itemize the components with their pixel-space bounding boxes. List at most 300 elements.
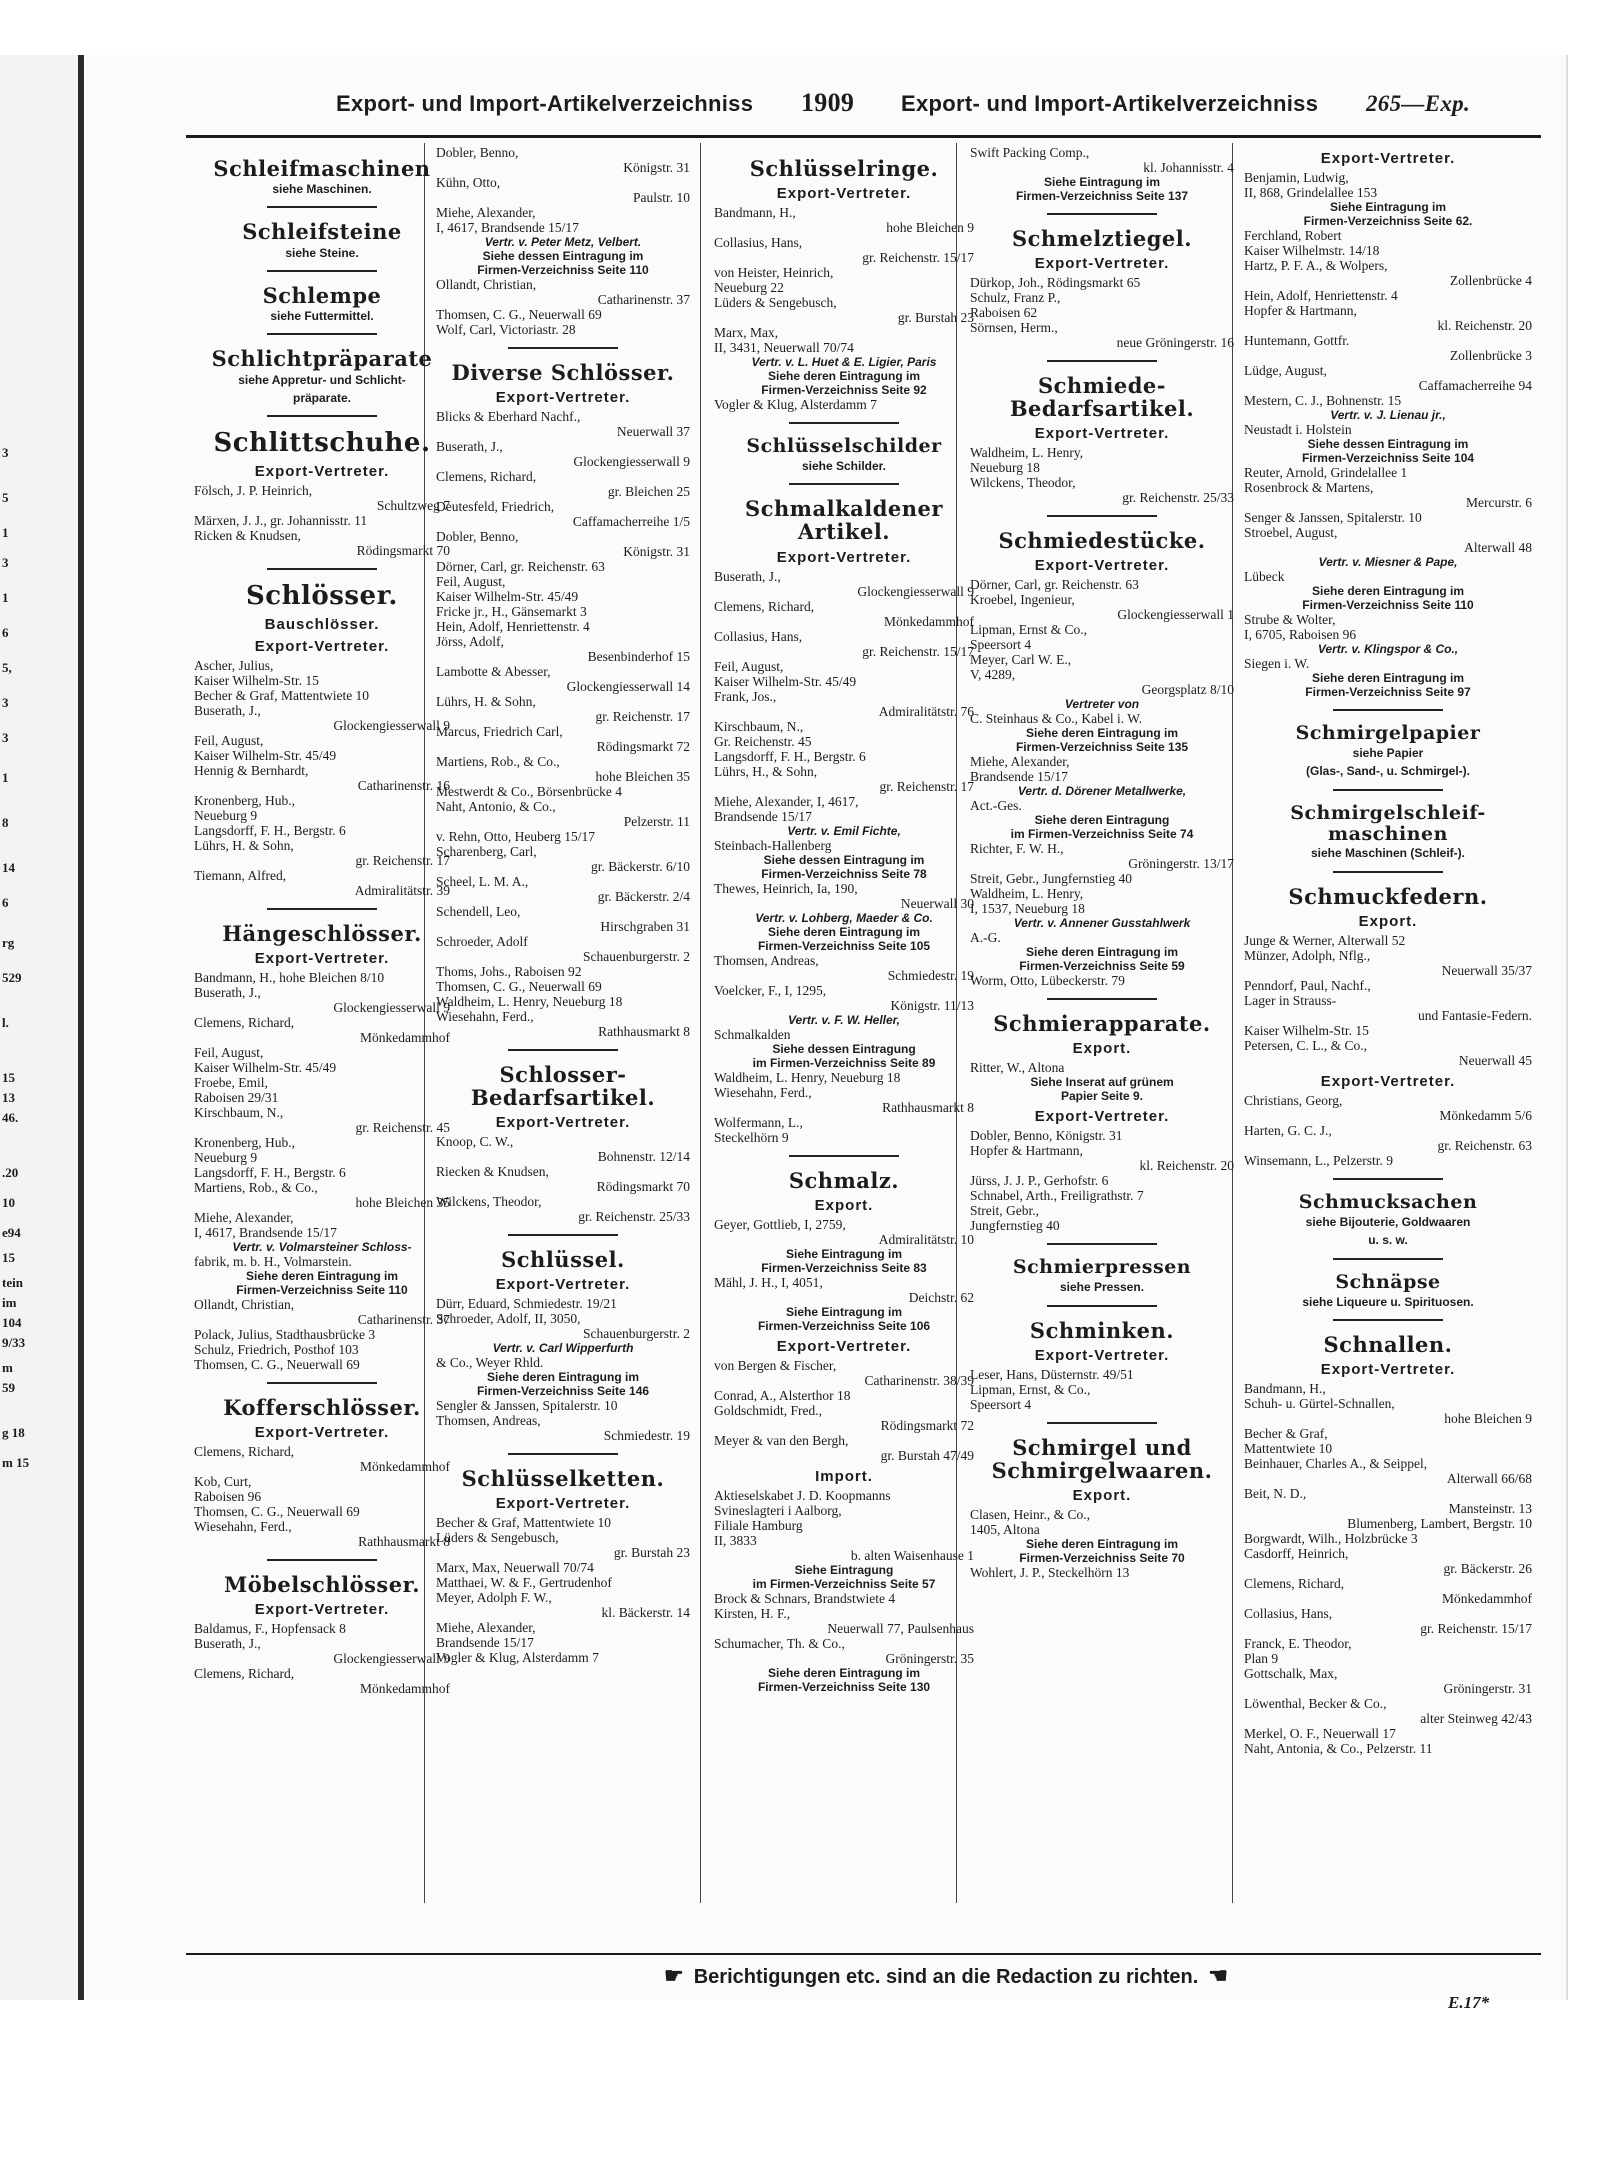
directory-entry: Filiale Hamburg [714, 1517, 803, 1533]
entry-note: Siehe Eintragung im [785, 1246, 902, 1261]
directory-entry: Collasius, Hans, [714, 235, 803, 251]
directory-entry: Matthaei, W. & F., Gertrudenhof [436, 1575, 612, 1591]
entry-note: Vertr. v. J. Lienau jr., [1330, 408, 1446, 422]
directory-entry: Raboisen 62 [970, 305, 1038, 321]
directory-entry: Lüdge, August, [1244, 363, 1327, 378]
cross-reference: u. s. w. [1368, 1233, 1408, 1248]
directory-entry: Blicks & Eberhard Nachf., [436, 409, 581, 425]
directory-entry: Schmalkalden [714, 1026, 791, 1042]
category-section [194, 568, 450, 898]
directory-entry: gr. Burstah 47/49 [880, 1447, 974, 1463]
category-heading: Schlempe [262, 282, 382, 308]
entry-note: Siehe deren Eintragung [1034, 813, 1170, 828]
directory-entry: I, 4617, Brandsende 15/17 [194, 1224, 337, 1240]
category-heading: Schlüsselschilder [746, 435, 942, 458]
category-section [970, 360, 1234, 505]
category-section [1244, 1258, 1532, 1309]
entry-note: Firmen-Verzeichniss Seite 146 [476, 1384, 650, 1399]
directory-entry: II, 3833 [714, 1532, 757, 1548]
directory-entry: Schultzweg 7 [376, 497, 450, 513]
directory-entry: Wohlert, J. P., Steckelhörn 13 [970, 1565, 1130, 1581]
directory-entry: Vogler & Klug, Alsterdamm 7 [714, 397, 877, 413]
directory-entry: Lührs, H. & Sohn, [194, 837, 294, 853]
subsection-heading: Export-Vertreter. [1034, 425, 1170, 443]
category-heading: Schlösser. [246, 580, 398, 611]
directory-entry: Rathhausmarkt 8 [358, 1533, 450, 1549]
directory-entry: Lührs, H. & Sohn, [436, 694, 536, 710]
directory-entry: gr. Reichenstr. 15/17 [862, 643, 974, 659]
section-divider [267, 1559, 377, 1561]
directory-entry: Admiralitätstr. 10 [878, 1231, 974, 1247]
cross-reference: siehe Maschinen. [272, 182, 372, 197]
directory-entry: Admiralitätstr. 39 [354, 882, 450, 898]
category-heading: Schmiedestücke. [998, 528, 1206, 554]
directory-entry: Meyer, Adolph F. W., [436, 1590, 552, 1606]
category-section [194, 415, 450, 558]
directory-entry: Schmiedestr. 19 [603, 1428, 690, 1444]
entry-note: Firmen-Verzeichniss Seite 105 [757, 938, 931, 953]
section-divider [1047, 1243, 1157, 1245]
cross-reference: siehe Steine. [285, 245, 359, 260]
subsection-heading: Export-Vertreter. [776, 185, 912, 203]
directory-entry: Strube & Wolter, [1244, 612, 1336, 627]
directory-entry: Borgwardt, Wilh., Holzbrücke 3 [1244, 1530, 1418, 1546]
category-heading: Schlüsselringe. [749, 156, 939, 181]
directory-entry: Richter, F. W. H., [970, 841, 1064, 857]
section-divider [1047, 1305, 1157, 1307]
directory-entry: Waldheim, L. Henry, Neueburg 18 [714, 1069, 901, 1085]
column-4 [964, 145, 1240, 1905]
directory-entry: Königstr. 31 [623, 160, 690, 175]
directory-entry: Feil, August, [194, 732, 264, 748]
directory-entry: Scheel, L. M. A., [436, 874, 529, 890]
directory-entry: Hopfer & Hartmann, [970, 1143, 1083, 1159]
directory-entry: Merkel, O. F., Neuerwall 17 [1244, 1725, 1396, 1741]
directory-entry: Bohnenstr. 12/14 [597, 1149, 690, 1165]
entry-note: Siehe deren Eintragung im [1025, 726, 1179, 741]
directory-entry: II, 868, Grindelallee 153 [1244, 185, 1378, 200]
section-divider [1047, 515, 1157, 517]
directory-entry: Brandsende 15/17 [970, 769, 1068, 785]
directory-entry: hohe Bleichen 9 [886, 220, 974, 236]
directory-entry: Kühn, Otto, [436, 175, 501, 190]
directory-entry: Glockengiesserwall 1 [1117, 607, 1234, 623]
margin-mark: 10 [2, 1195, 15, 1210]
cross-reference: präparate. [292, 390, 352, 405]
directory-entry: Bandmann, H., [1244, 1380, 1326, 1396]
entry-note: Papier Seite 9. [1060, 1089, 1144, 1104]
directory-entry: Senger & Janssen, Spitalerstr. 10 [1244, 510, 1422, 525]
directory-entry: Schuh- u. Gürtel-Schnallen, [1244, 1395, 1395, 1411]
directory-entry: Jörss, Adolf, [436, 634, 504, 650]
directory-entry: Catharinenstr. 16 [357, 777, 450, 793]
directory-entry: Schumacher, Th. & Co., [714, 1635, 845, 1651]
directory-entry: Mähl, J. H., I, 4051, [714, 1274, 823, 1290]
category-section [1244, 709, 1532, 779]
directory-entry: Kaiser Wilhelm-Str. 45/49 [194, 1059, 337, 1075]
directory-entry: Miehe, Alexander, [970, 754, 1070, 770]
directory-entry: Schnabel, Arth., Freiligrathstr. 7 [970, 1188, 1144, 1204]
directory-entry: Meyer, Carl W. E., [970, 652, 1072, 668]
entry-note: im Firmen-Verzeichniss Seite 89 [752, 1055, 936, 1070]
directory-entry: Wiesehahn, Ferd., [714, 1084, 812, 1100]
directory-entry: Naht, Antonio, & Co., [436, 799, 556, 815]
directory-entry: gr. Reichenstr. 25/33 [578, 1209, 690, 1225]
directory-entry: Baldamus, F., Hopfensack 8 [194, 1620, 346, 1636]
margin-mark: 5, [2, 660, 12, 675]
margin-mark: 59 [2, 1380, 15, 1395]
directory-entry: v. Rehn, Otto, Heuberg 15/17 [436, 829, 595, 845]
directory-entry: hohe Bleichen 9 [1444, 1410, 1532, 1426]
directory-entry: Admiralitätstr. 76 [878, 703, 974, 719]
entry-note: Siehe deren Eintragung im [1025, 945, 1179, 960]
entry-note: Firmen-Verzeichniss Seite 110 [477, 263, 649, 277]
directory-entry: Wolf, Carl, Victoriastr. 28 [436, 322, 576, 337]
header-page-number: 265—Exp. [1366, 91, 1470, 116]
margin-mark: rg [2, 935, 15, 950]
category-heading: Schlüssel. [501, 1247, 625, 1273]
category-section [436, 1453, 690, 1665]
category-section [714, 157, 974, 412]
margin-mark: 46. [2, 1110, 19, 1125]
directory-entry: Rödingsmarkt 70 [356, 542, 450, 558]
subsection-heading: Bauschlösser. [264, 615, 380, 633]
entry-note: Vertr. v. Lohberg, Maeder & Co. [755, 910, 933, 925]
directory-entry: Glockengiesserwall 9 [333, 999, 450, 1015]
margin-mark: .20 [2, 1165, 19, 1180]
category-heading: Schmierapparate. [993, 1011, 1211, 1037]
directory-entry: Streit, Gebr., [970, 1203, 1039, 1219]
directory-entry: Meyer & van den Bergh, [714, 1432, 849, 1448]
category-heading: Möbelschlösser. [223, 1571, 421, 1597]
category-heading: Schmalkaldener Artikel. [745, 496, 943, 545]
directory-entry: Tiemann, Alfred, [194, 867, 287, 883]
directory-entry: Thomsen, Andreas, [436, 1413, 541, 1429]
entry-note: Siehe deren Eintragung im [1311, 584, 1465, 598]
directory-entry: gr. Reichenstr. 17 [879, 778, 974, 794]
directory-entry: Wiesehahn, Ferd., [436, 1009, 534, 1025]
directory-entry: Mönkedammhof [1442, 1590, 1532, 1606]
directory-entry: Becher & Graf, Mattentwiete 10 [194, 687, 370, 703]
category-section [1244, 1319, 1532, 1756]
entry-note: Siehe deren Eintragung im [486, 1370, 640, 1385]
entry-note: Vertr. d. Dörener Metallwerke, [1017, 784, 1187, 799]
directory-entry: hohe Bleichen 35 [595, 769, 690, 785]
directory-entry: Königstr. 11/13 [890, 997, 974, 1013]
directory-entry: fabrik, m. b. H., Volmarstein. [194, 1253, 352, 1269]
directory-entry: Miehe, Alexander, [194, 1209, 294, 1225]
entry-note: Firmen-Verzeichniss Seite 110 [1302, 598, 1474, 612]
section-divider [1333, 789, 1443, 791]
directory-entry: Mönkedammhof [360, 1029, 450, 1045]
entry-note: Siehe deren Eintragung im [1025, 1537, 1179, 1552]
directory-entry: Neuerwall 45 [1458, 1052, 1532, 1068]
directory-entry: Collasius, Hans, [714, 628, 803, 644]
directory-entry: Ascher, Julius, [194, 657, 274, 673]
directory-entry: Catharinenstr. 38/39 [864, 1372, 974, 1388]
directory-entry: Schendell, Leo, [436, 904, 521, 920]
category-section [714, 1155, 974, 1694]
directory-entry: Voelcker, F., I, 1295, [714, 982, 827, 998]
directory-entry: Petersen, C. L., & Co., [1244, 1037, 1367, 1053]
header-year: 1909 [801, 88, 855, 117]
directory-entry: Caffamacherreihe 94 [1418, 378, 1532, 393]
directory-entry: hohe Bleichen 35 [355, 1194, 450, 1210]
category-heading: Schnäpse [1335, 1270, 1441, 1293]
directory-entry: Alterwall 66/68 [1446, 1470, 1532, 1486]
subsection-heading: Export-Vertreter. [495, 1114, 631, 1132]
directory-entry: Beit, N. D., [1244, 1485, 1307, 1501]
section-divider [267, 206, 377, 208]
entry-note: Firmen-Verzeichniss Seite 97 [1305, 685, 1471, 699]
directory-entry: gr. Reichenstr. 17 [355, 852, 450, 868]
directory-entry: Rathhausmarkt 8 [598, 1024, 690, 1040]
directory-entry: Kirschbaum, N., [714, 718, 804, 734]
margin-mark: 15 [2, 1070, 15, 1085]
directory-entry: Ritter, W., Altona [970, 1060, 1065, 1076]
directory-entry: Reuter, Arnold, Grindelallee 1 [1244, 465, 1408, 480]
entry-note: Siehe Eintragung im [785, 1304, 902, 1319]
category-heading: Schmirgelpapier [1295, 722, 1481, 744]
directory-entry: Gr. Reichenstr. 45 [714, 733, 812, 749]
directory-entry: I, 6705, Raboisen 96 [1244, 627, 1357, 642]
directory-entry: Feil, August, [714, 658, 784, 674]
directory-entry: Mönkedamm 5/6 [1439, 1107, 1532, 1123]
cross-reference: siehe Schilder. [801, 458, 887, 473]
directory-entry: Caffamacherreihe 1/5 [572, 514, 690, 530]
section-divider [789, 1155, 899, 1157]
cross-reference: (Glas-, Sand-, u. Schmirgel-). [1305, 764, 1471, 779]
subsection-heading: Export-Vertreter. [1320, 150, 1456, 167]
directory-entry: Kronenberg, Hub., [194, 792, 295, 808]
directory-entry: Miehe, Alexander, I, 4617, [714, 793, 859, 809]
footer-text: Berichtigungen etc. sind an die Redaction zu richten. [693, 1966, 1199, 1988]
entry-note: Firmen-Verzeichniss Seite 135 [1015, 740, 1189, 755]
category-heading: Schminken. [1029, 1317, 1175, 1343]
directory-entry: Marx, Max, Neuerwall 70/74 [436, 1560, 594, 1576]
margin-mark: 104 [2, 1315, 22, 1330]
directory-entry: Schauenburgerstr. 2 [583, 949, 690, 965]
directory-entry: Franck, E. Theodor, [1244, 1635, 1352, 1651]
directory-entry: Glockengiesserwall 9 [857, 583, 974, 599]
directory-entry: Kaiser Wilhelm-Str. 45/49 [436, 589, 579, 605]
directory-entry: Buserath, J., [194, 702, 261, 718]
category-heading: Schleifmaschinen [213, 156, 431, 181]
subsection-heading: Export-Vertreter. [1320, 1072, 1456, 1090]
category-section [714, 483, 974, 1144]
directory-entry: Leser, Hans, Düsternstr. 49/51 [970, 1366, 1134, 1382]
directory-entry: Gröningerstr. 31 [1443, 1680, 1532, 1696]
directory-entry: Ollandt, Christian, [194, 1296, 295, 1312]
category-section [970, 145, 1234, 203]
directory-entry: Beinhauer, Charles A., & Seippel, [1244, 1455, 1428, 1471]
directory-entry: Miehe, Alexander, [436, 1620, 536, 1636]
entry-note: Siehe deren Eintragung im [245, 1268, 399, 1283]
directory-entry: Paulstr. 10 [632, 190, 690, 205]
category-heading: Hängeschlösser. [222, 920, 422, 946]
directory-entry: Winsemann, L., Pelzerstr. 9 [1244, 1152, 1394, 1168]
subsection-heading: Export-Vertreter. [254, 949, 390, 967]
directory-entry: Marcus, Friedrich Carl, [436, 724, 563, 740]
category-heading: Schmelztiegel. [1011, 226, 1193, 251]
directory-entry: Conrad, A., Alsterthor 18 [714, 1387, 851, 1403]
margin-mark: g 18 [2, 1425, 25, 1440]
footer-note [546, 1963, 1346, 1989]
category-section [1244, 789, 1532, 861]
entry-note: Firmen-Verzeichniss Seite 137 [1015, 189, 1189, 203]
directory-entry: 1405, Altona [970, 1522, 1040, 1538]
directory-entry: gr. Reichenstr. 15/17 [1420, 1620, 1532, 1636]
directory-entry: Benjamin, Ludwig, [1244, 170, 1349, 185]
directory-entry: Aktieselskabet J. D. Koopmanns [714, 1487, 891, 1503]
entry-note: Siehe Eintragung [794, 1562, 894, 1577]
category-heading: Diverse Schlösser. [451, 360, 675, 385]
directory-entry: Feil, August, [436, 574, 506, 590]
category-section [1244, 871, 1532, 1168]
entry-note: Vertr. v. Klingspor & Co., [1317, 642, 1459, 656]
margin-mark: 529 [2, 970, 22, 985]
directory-entry: Glockengiesserwall 14 [566, 679, 690, 695]
directory-entry: von Bergen & Fischer, [714, 1357, 837, 1373]
directory-entry: Clemens, Richard, [1244, 1575, 1345, 1591]
directory-entry: Rosenbrock & Martens, [1244, 480, 1374, 495]
directory-entry: Ollandt, Christian, [436, 277, 537, 292]
directory-entry: Marx, Max, [714, 325, 779, 341]
entry-note: Siehe Inserat auf grünem [1030, 1075, 1174, 1090]
entry-note: Vertr. v. Annener Gusstahlwerk [1013, 916, 1191, 931]
directory-entry: Ricken & Knudsen, [194, 527, 301, 543]
directory-entry: Lipman, Ernst & Co., [970, 622, 1087, 638]
directory-entry: Steinbach-Hallenberg [714, 837, 832, 853]
margin-mark: 3 [2, 730, 9, 745]
pointing-hand-icon: ☚ [1208, 1963, 1228, 1988]
section-divider [508, 347, 618, 349]
entry-note: Vertr. v. Carl Wipperfurth [492, 1341, 634, 1356]
directory-entry: Neueburg 9 [194, 807, 258, 823]
category-section [1244, 1178, 1532, 1248]
category-heading: Schleifsteine [242, 219, 402, 245]
entry-note: Siehe deren Eintragung im [767, 924, 921, 939]
directory-entry: Hein, Adolf, Henriettenstr. 4 [436, 619, 590, 635]
category-heading: Schmirgelschleif-maschinen [1290, 801, 1486, 845]
subsection-heading: Export. [1072, 1040, 1132, 1058]
directory-entry: Mestern, C. J., Bohnenstr. 15 [1244, 393, 1402, 408]
directory-entry: I, 1537, Neueburg 18 [970, 901, 1085, 917]
directory-entry: Langsdorff, F. H., Bergstr. 6 [194, 1164, 346, 1180]
entry-note: Firmen-Verzeichniss Seite 92 [761, 383, 927, 398]
directory-entry: Glockengiesserwall 9 [333, 1650, 450, 1666]
directory-entry: Fölsch, J. P. Heinrich, [194, 482, 313, 498]
directory-entry: Lambotte & Abesser, [436, 664, 551, 680]
margin-mark: 3 [2, 445, 9, 460]
directory-entry: Waldheim, L. Henry, [970, 886, 1084, 902]
directory-entry: Wolfermann, L., [714, 1114, 803, 1130]
directory-entry: Brandsende 15/17 [436, 1635, 534, 1651]
section-divider [267, 333, 377, 335]
cross-reference: siehe Appretur- und Schlicht- [238, 372, 406, 387]
directory-entry: Kirsten, H. F., [714, 1605, 791, 1621]
subsection-heading: Export-Vertreter. [776, 1337, 912, 1355]
directory-entry: Thomsen, C. G., Neuerwall 69 [436, 307, 602, 322]
section-divider [1333, 871, 1443, 873]
entry-note: Siehe Eintragung im [1043, 175, 1160, 189]
directory-entry: gr. Reichenstr. 15/17 [862, 250, 974, 266]
directory-entry: Kronenberg, Hub., [194, 1134, 295, 1150]
subsection-heading: Export. [814, 1196, 874, 1214]
entry-note: Firmen-Verzeichniss Seite 106 [757, 1318, 931, 1333]
margin-mark: 1 [2, 525, 9, 540]
margin-mark: 15 [2, 1250, 15, 1265]
directory-entry: Brock & Schnars, Brandstwiete 4 [714, 1590, 896, 1606]
section-divider [789, 483, 899, 485]
margin-mark: m [2, 1360, 13, 1375]
directory-entry: Lüders & Sengebusch, [714, 295, 837, 311]
directory-entry: Speersort 4 [970, 637, 1032, 653]
directory-entry: Scharenberg, Carl, [436, 844, 537, 860]
subsection-heading: Export-Vertreter. [1034, 255, 1170, 273]
directory-entry: gr. Bäckerstr. 2/4 [597, 889, 690, 905]
directory-entry: Speersort 4 [970, 1396, 1032, 1412]
directory-entry: gr. Burstah 23 [897, 310, 974, 326]
directory-entry: Wilckens, Theodor, [970, 475, 1076, 491]
directory-entry: Mönkedammhof [360, 1680, 450, 1696]
column-5 [1238, 145, 1538, 1905]
category-section [970, 515, 1234, 988]
category-heading: Schmirgel und Schmirgelwaaren. [991, 1434, 1213, 1483]
subsection-heading: Export-Vertreter. [1034, 557, 1170, 575]
directory-entry: Kaiser Wilhelmstr. 14/18 [1244, 243, 1380, 258]
category-heading: Schlosser-Bedarfsartikel. [470, 1062, 656, 1111]
margin-mark: 5 [2, 490, 9, 505]
margin-mark: tein [2, 1275, 23, 1290]
directory-entry: Polack, Julius, Stadthausbrücke 3 [194, 1326, 376, 1342]
directory-entry: Dörner, Carl, gr. Reichenstr. 63 [436, 559, 605, 575]
directory-entry: Raboisen 96 [194, 1488, 262, 1504]
section-divider [1047, 1422, 1157, 1424]
directory-entry: Königstr. 31 [623, 544, 690, 560]
directory-entry: kl. Reichenstr. 20 [1139, 1158, 1234, 1174]
directory-entry: Lager in Strauss- [1244, 992, 1337, 1008]
header-left-title: Export- und Import-Artikelverzeichniss [336, 91, 754, 116]
directory-entry: Steckelhörn 9 [714, 1129, 789, 1145]
margin-mark: 6 [2, 895, 9, 910]
section-divider [1333, 1319, 1443, 1321]
margin-mark: 8 [2, 815, 9, 830]
category-heading: Schlittschuhe. [213, 428, 431, 459]
directory-entry: Mönkedammhof [360, 1458, 450, 1474]
category-heading: Schmalz. [788, 1167, 900, 1193]
section-divider [1333, 709, 1443, 711]
directory-entry: Huntemann, Gottfr. [1244, 333, 1350, 348]
directory-entry: Hennig & Bernhardt, [194, 762, 309, 778]
margin-mark: 3 [2, 695, 9, 710]
section-divider [508, 1049, 618, 1051]
document-sheet [86, 55, 1568, 2012]
directory-entry: Collasius, Hans, [1244, 1605, 1333, 1621]
margin-mark: 3 [2, 555, 9, 570]
category-section [194, 333, 450, 405]
section-divider [267, 568, 377, 570]
margin-mark: 1 [2, 590, 9, 605]
directory-entry: Streit, Gebr., Jungfernstieg 40 [970, 871, 1132, 887]
category-section [194, 1382, 450, 1549]
entry-note: Siehe dessen Eintragung [772, 1041, 916, 1056]
column-3 [708, 145, 980, 1905]
directory-entry: Thomsen, C. G., Neuerwall 69 [436, 979, 602, 995]
directory-entry: Clemens, Richard, [714, 598, 815, 614]
entry-note: Firmen-Verzeichniss Seite 104 [1301, 451, 1475, 465]
directory-entry: Stroebel, August, [1244, 525, 1338, 540]
